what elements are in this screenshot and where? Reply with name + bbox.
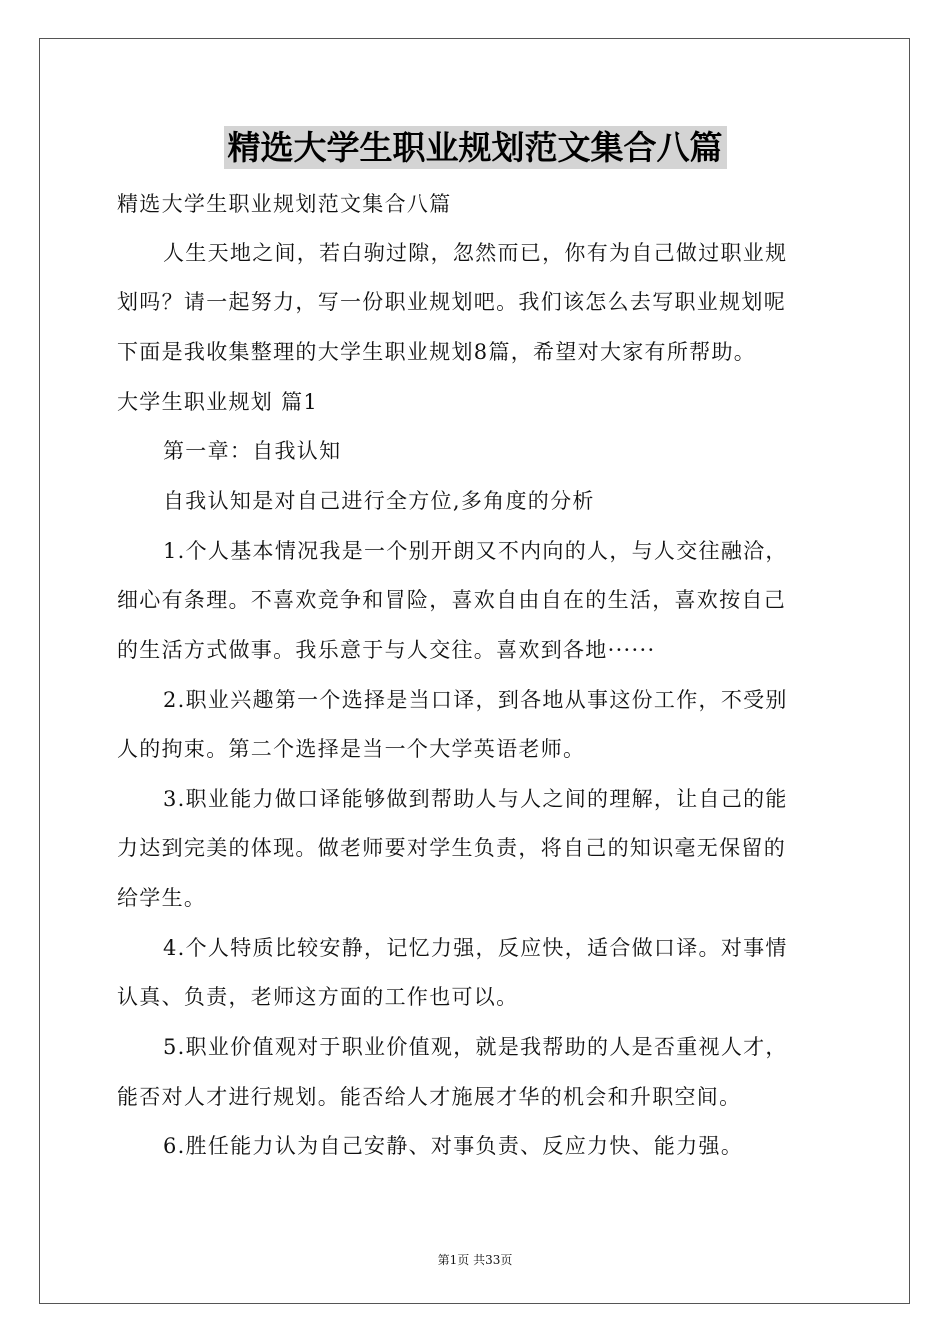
paragraph-line: 认真、负责，老师这方面的工作也可以。 <box>117 985 519 1009</box>
page-border <box>39 38 910 1304</box>
document-title <box>0 122 950 169</box>
paragraph-line: 1.个人基本情况我是一个别开朗又不内向的人，与人交往融洽， <box>163 539 788 563</box>
chapter-heading: 第一章：自我认知 <box>163 439 342 463</box>
paragraph-line: 划吗？请一起努力，写一份职业规划吧。我们该怎么去写职业规划呢 <box>117 290 786 314</box>
paragraph-line: 自我认知是对自己进行全方位,多角度的分析 <box>163 489 595 513</box>
paragraph-line: 人生天地之间，若白驹过隙，忽然而已，你有为自己做过职业规 <box>163 241 788 265</box>
paragraph-line: 力达到完美的体现。做老师要对学生负责，将自己的知识毫无保留的 <box>117 836 786 860</box>
paragraph-line: 细心有条理。不喜欢竞争和冒险，喜欢自由自在的生活，喜欢按自己 <box>117 588 786 612</box>
paragraph-line: 2.职业兴趣第一个选择是当口译，到各地从事这份工作，不受别 <box>163 688 788 712</box>
paragraph-line: 4.个人特质比较安静，记忆力强，反应快，适合做口译。对事情 <box>163 936 788 960</box>
paragraph-line: 精选大学生职业规划范文集合八篇 <box>117 192 452 216</box>
paragraph-line: 下面是我收集整理的大学生职业规划8篇，希望对大家有所帮助。 <box>117 340 757 364</box>
paragraph-line: 3.职业能力做口译能够做到帮助人与人之间的理解，让自己的能 <box>163 787 788 811</box>
paragraph-line: 人的拘束。第二个选择是当一个大学英语老师。 <box>117 737 586 761</box>
paragraph-line: 6.胜任能力认为自己安静、对事负责、反应力快、能力强。 <box>163 1134 744 1158</box>
page-number: 第1页 共33页 <box>437 1253 513 1267</box>
title-text: 精选大学生职业规划范文集合八篇 <box>224 126 727 169</box>
paragraph-line: 的生活方式做事。我乐意于与人交往。喜欢到各地······ <box>117 638 656 662</box>
paragraph-line: 能否对人才进行规划。能否给人才施展才华的机会和升职空间。 <box>117 1085 742 1109</box>
paragraph-line: 5.职业价值观对于职业价值观，就是我帮助的人是否重视人才， <box>163 1035 788 1059</box>
section-heading: 大学生职业规划 篇1 <box>117 390 319 414</box>
paragraph-line: 给学生。 <box>117 886 207 910</box>
